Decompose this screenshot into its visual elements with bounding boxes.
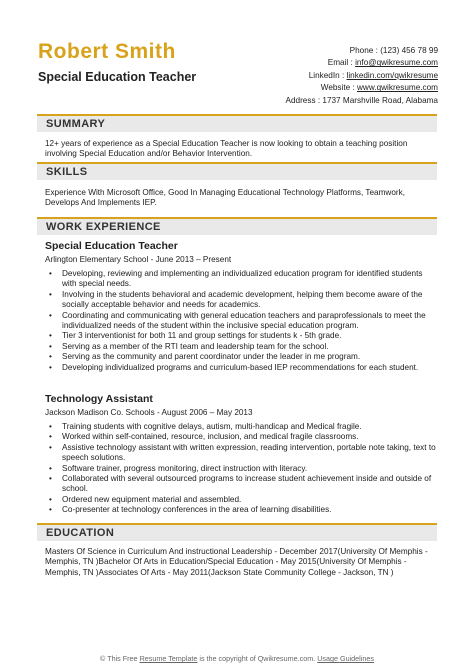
linkedin-link[interactable]: linkedin.com/qwikresume xyxy=(346,70,438,80)
footer-middle: is the copyright of Qwikresume.com. xyxy=(199,654,316,663)
address-label: Address : xyxy=(285,95,321,105)
list-item: • Collaborated with several outsourced programs to increase student achievement inside and outside of school. xyxy=(45,474,438,495)
phone-label: Phone : xyxy=(349,46,378,55)
phone-value: (123) 456 78 99 xyxy=(380,46,438,55)
usage-guidelines-link[interactable]: Usage Guidelines xyxy=(317,654,374,663)
list-item: • Assistive technology assistant with written expression, reading intervention, portable note taking, text to speech solutions. xyxy=(45,443,438,464)
list-item: • Co-presenter at technology conferences in the area of learning disabilities. xyxy=(45,505,438,515)
candidate-name: Robert Smith xyxy=(38,40,176,63)
email-link[interactable]: info@qwikresume.com xyxy=(355,58,438,68)
list-item: • Software trainer, progress monitoring, direct instruction with literacy. xyxy=(45,464,438,474)
summary-heading: SUMMARY xyxy=(37,114,437,132)
education-text: Masters Of Science in Curriculum And instructional Leadership - December 2017(University Of Memphis - Memphis, TN )Bachelor Of Arts in Education/Special Education - May 2015(University Of Memphis - Memphis, TN )Associates Of Arts - May 2011(Jackson State Community College - Jackson, TN ) xyxy=(45,547,428,577)
job-meta: Arlington Elementary School - June 2013 – Present xyxy=(45,255,232,264)
list-item: • Developing, reviewing and implementing an individualized education program for identified students with special needs. xyxy=(45,269,438,290)
job-title: Special Education Teacher xyxy=(45,240,178,252)
footer-prefix: © This Free xyxy=(100,654,138,663)
list-item: • Tier 3 interventionist for both 11 and group settings for students k - 5th grade. xyxy=(45,331,438,341)
experience-heading: WORK EXPERIENCE xyxy=(37,217,437,235)
contact-linkedin xyxy=(286,70,438,82)
address-value: 1737 Marshville Road, Alabama xyxy=(322,95,438,105)
job-meta: Jackson Madison Co. Schools - August 2006 – May 2013 xyxy=(45,408,253,417)
candidate-title: Special Education Teacher xyxy=(38,70,197,84)
list-item: • Developing individualized programs and curriculum-based IEP recommendations for each student. xyxy=(45,363,438,373)
contact-block xyxy=(286,45,438,107)
website-link[interactable]: www.qwikresume.com xyxy=(357,83,438,93)
contact-email xyxy=(286,57,438,69)
contact-website xyxy=(286,82,438,94)
summary-text: 12+ years of experience as a Special Education Teacher is now looking to obtain a teaching position involving Special Education and/or Behavior Intervention. xyxy=(45,139,408,159)
skills-text: Experience With Microsoft Office, Good In Managing Educational Technology Platforms, Teamwork, Develops And Implements IEP. xyxy=(45,188,405,208)
linkedin-label: LinkedIn : xyxy=(308,70,345,80)
job-bullets xyxy=(45,422,438,516)
contact-phone xyxy=(286,45,438,57)
resume-template-link[interactable]: Resume Template xyxy=(139,654,198,663)
job-title: Technology Assistant xyxy=(45,393,153,405)
education-heading: EDUCATION xyxy=(37,523,437,541)
contact-address xyxy=(286,95,438,107)
footer xyxy=(0,654,474,663)
website-label: Website : xyxy=(320,83,355,93)
skills-heading: SKILLS xyxy=(37,162,437,180)
list-item: • Coordinating and communicating with general education teachers and paraprofessionals to meet the individualized needs of the student within the inclusive special education program. xyxy=(45,311,438,332)
email-label: Email : xyxy=(327,58,353,68)
job-bullets xyxy=(45,269,438,373)
list-item: • Worked within self-contained, resource, inclusion, and medical fragile classrooms. xyxy=(45,432,438,442)
list-item: • Serving as a member of the RTI team and leadership team for the school. xyxy=(45,342,438,352)
list-item: • Training students with cognitive delays, autism, multi-handicap and Medical fragile. xyxy=(45,422,438,432)
list-item: • Involving in the students behavioral and academic development, helping them become aware of the socially acceptable behavior and needs for academics. xyxy=(45,290,438,311)
list-item: • Ordered new equipment material and assembled. xyxy=(45,495,438,505)
list-item: • Serving as the community and parent coordinator under the leader in me program. xyxy=(45,352,438,362)
